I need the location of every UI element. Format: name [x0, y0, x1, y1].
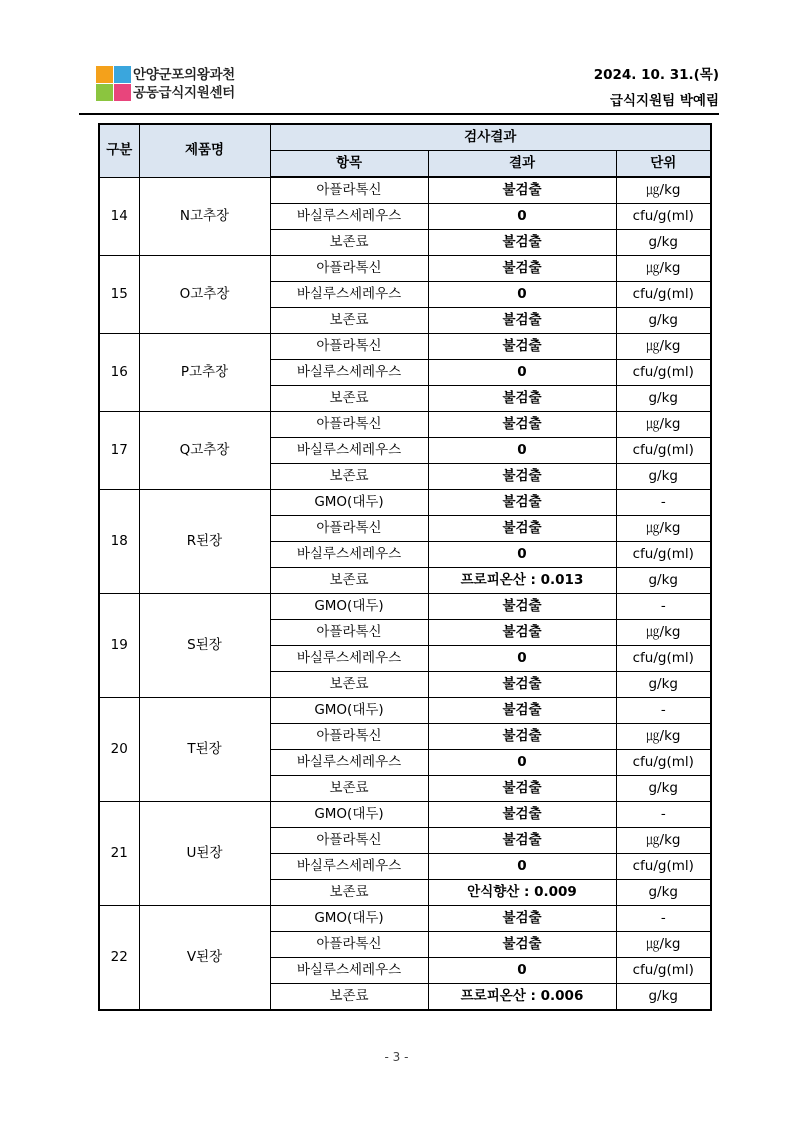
test-result: 0	[428, 282, 616, 308]
test-item: 보존료	[270, 230, 428, 256]
row-number: 18	[99, 490, 139, 594]
test-result: 0	[428, 360, 616, 386]
test-unit: cfu/g(ml)	[616, 750, 711, 776]
test-unit: cfu/g(ml)	[616, 646, 711, 672]
test-result: 불검출	[428, 932, 616, 958]
test-result: 불검출	[428, 334, 616, 360]
test-unit: cfu/g(ml)	[616, 282, 711, 308]
test-item: 바실루스세레우스	[270, 854, 428, 880]
header-unit: 단위	[616, 151, 711, 178]
test-result: 0	[428, 854, 616, 880]
row-number: 15	[99, 256, 139, 334]
test-result: 불검출	[428, 308, 616, 334]
test-result: 프로피온산 : 0.013	[428, 568, 616, 594]
test-item: 아플라톡신	[270, 620, 428, 646]
test-result: 불검출	[428, 230, 616, 256]
test-unit: cfu/g(ml)	[616, 958, 711, 984]
table-row	[99, 802, 711, 828]
test-unit: ㎍/kg	[616, 334, 711, 360]
test-unit: g/kg	[616, 984, 711, 1011]
test-item: 보존료	[270, 984, 428, 1011]
test-unit: -	[616, 698, 711, 724]
header-category: 구분	[99, 124, 139, 177]
test-item: 보존료	[270, 672, 428, 698]
test-result: 0	[428, 438, 616, 464]
product-name: N고추장	[139, 177, 270, 256]
header-product: 제품명	[139, 124, 270, 177]
test-unit: g/kg	[616, 464, 711, 490]
org-name-line1: 안양군포의왕과천	[133, 67, 235, 83]
table-row	[99, 256, 711, 282]
test-result: 불검출	[428, 594, 616, 620]
report-team: 급식지원팀 박예림	[609, 93, 719, 109]
table-row	[99, 177, 711, 204]
product-name: V된장	[139, 906, 270, 1011]
test-item: 바실루스세레우스	[270, 204, 428, 230]
test-result: 불검출	[428, 672, 616, 698]
table-row	[99, 334, 711, 360]
test-item: 아플라톡신	[270, 932, 428, 958]
test-item: GMO(대두)	[270, 906, 428, 932]
test-item: GMO(대두)	[270, 698, 428, 724]
test-unit: g/kg	[616, 230, 711, 256]
test-item: 바실루스세레우스	[270, 438, 428, 464]
test-result: 불검출	[428, 620, 616, 646]
product-name: U된장	[139, 802, 270, 906]
test-result: 0	[428, 646, 616, 672]
test-item: 바실루스세레우스	[270, 958, 428, 984]
org-name-line2: 공동급식지원센터	[133, 85, 235, 101]
test-result: 불검출	[428, 802, 616, 828]
test-result: 불검출	[428, 256, 616, 282]
header-test-result: 검사결과	[270, 124, 711, 151]
row-number: 14	[99, 177, 139, 256]
logo-block-1	[96, 66, 113, 83]
test-unit: g/kg	[616, 776, 711, 802]
test-item: 바실루스세레우스	[270, 542, 428, 568]
test-unit: cfu/g(ml)	[616, 542, 711, 568]
test-result: 불검출	[428, 776, 616, 802]
test-unit: cfu/g(ml)	[616, 854, 711, 880]
test-unit: -	[616, 802, 711, 828]
test-unit: -	[616, 594, 711, 620]
test-unit: ㎍/kg	[616, 932, 711, 958]
header-item: 항목	[270, 151, 428, 178]
test-result: 0	[428, 750, 616, 776]
test-unit: cfu/g(ml)	[616, 438, 711, 464]
test-unit: ㎍/kg	[616, 516, 711, 542]
product-name: R된장	[139, 490, 270, 594]
test-item: 아플라톡신	[270, 412, 428, 438]
header-divider	[79, 113, 719, 115]
test-result: 불검출	[428, 516, 616, 542]
test-unit: -	[616, 906, 711, 932]
test-item: 아플라톡신	[270, 724, 428, 750]
test-unit: g/kg	[616, 308, 711, 334]
logo-block-2	[114, 66, 131, 83]
test-unit: -	[616, 490, 711, 516]
test-item: 보존료	[270, 464, 428, 490]
test-item: 보존료	[270, 386, 428, 412]
test-unit: cfu/g(ml)	[616, 204, 711, 230]
report-date: 2024. 10. 31.(목)	[593, 67, 719, 83]
test-item: 보존료	[270, 568, 428, 594]
row-number: 16	[99, 334, 139, 412]
row-number: 22	[99, 906, 139, 1011]
test-result: 불검출	[428, 177, 616, 204]
logo-block-3	[96, 84, 113, 101]
test-result: 0	[428, 958, 616, 984]
test-item: 아플라톡신	[270, 334, 428, 360]
product-name: Q고추장	[139, 412, 270, 490]
test-item: 보존료	[270, 308, 428, 334]
test-item: 아플라톡신	[270, 516, 428, 542]
test-item: 바실루스세레우스	[270, 282, 428, 308]
test-unit: g/kg	[616, 672, 711, 698]
test-unit: ㎍/kg	[616, 256, 711, 282]
test-unit: ㎍/kg	[616, 724, 711, 750]
row-number: 20	[99, 698, 139, 802]
test-result: 불검출	[428, 828, 616, 854]
test-item: 아플라톡신	[270, 177, 428, 204]
test-item: 바실루스세레우스	[270, 360, 428, 386]
row-number: 19	[99, 594, 139, 698]
logo-block-4	[114, 84, 131, 101]
table-row	[99, 698, 711, 724]
product-name: P고추장	[139, 334, 270, 412]
test-result: 불검출	[428, 724, 616, 750]
test-item: 보존료	[270, 776, 428, 802]
test-item: 보존료	[270, 880, 428, 906]
test-result: 불검출	[428, 386, 616, 412]
test-unit: ㎍/kg	[616, 177, 711, 204]
table-row	[99, 490, 711, 516]
test-result: 불검출	[428, 464, 616, 490]
test-item: GMO(대두)	[270, 490, 428, 516]
center-logo	[96, 66, 132, 102]
test-item: GMO(대두)	[270, 802, 428, 828]
test-item: GMO(대두)	[270, 594, 428, 620]
test-result: 안식향산 : 0.009	[428, 880, 616, 906]
product-name: O고추장	[139, 256, 270, 334]
test-result: 불검출	[428, 906, 616, 932]
test-item: 아플라톡신	[270, 256, 428, 282]
table-row	[99, 412, 711, 438]
page-number: - 3 -	[384, 1050, 409, 1064]
row-number: 21	[99, 802, 139, 906]
test-result: 불검출	[428, 412, 616, 438]
test-unit: g/kg	[616, 568, 711, 594]
test-result: 프로피온산 : 0.006	[428, 984, 616, 1011]
row-number: 17	[99, 412, 139, 490]
header-result: 결과	[428, 151, 616, 178]
test-result: 불검출	[428, 698, 616, 724]
test-item: 아플라톡신	[270, 828, 428, 854]
table-body	[99, 177, 711, 1010]
product-name: T된장	[139, 698, 270, 802]
test-result: 0	[428, 204, 616, 230]
table-row	[99, 594, 711, 620]
test-unit: g/kg	[616, 880, 711, 906]
test-unit: cfu/g(ml)	[616, 360, 711, 386]
test-unit: g/kg	[616, 386, 711, 412]
test-unit: ㎍/kg	[616, 828, 711, 854]
organization-name	[133, 66, 235, 102]
test-unit: ㎍/kg	[616, 620, 711, 646]
test-result: 불검출	[428, 490, 616, 516]
test-results-table	[98, 123, 712, 1011]
table-row	[99, 906, 711, 932]
test-item: 바실루스세레우스	[270, 646, 428, 672]
test-result: 0	[428, 542, 616, 568]
product-name: S된장	[139, 594, 270, 698]
test-unit: ㎍/kg	[616, 412, 711, 438]
test-item: 바실루스세레우스	[270, 750, 428, 776]
